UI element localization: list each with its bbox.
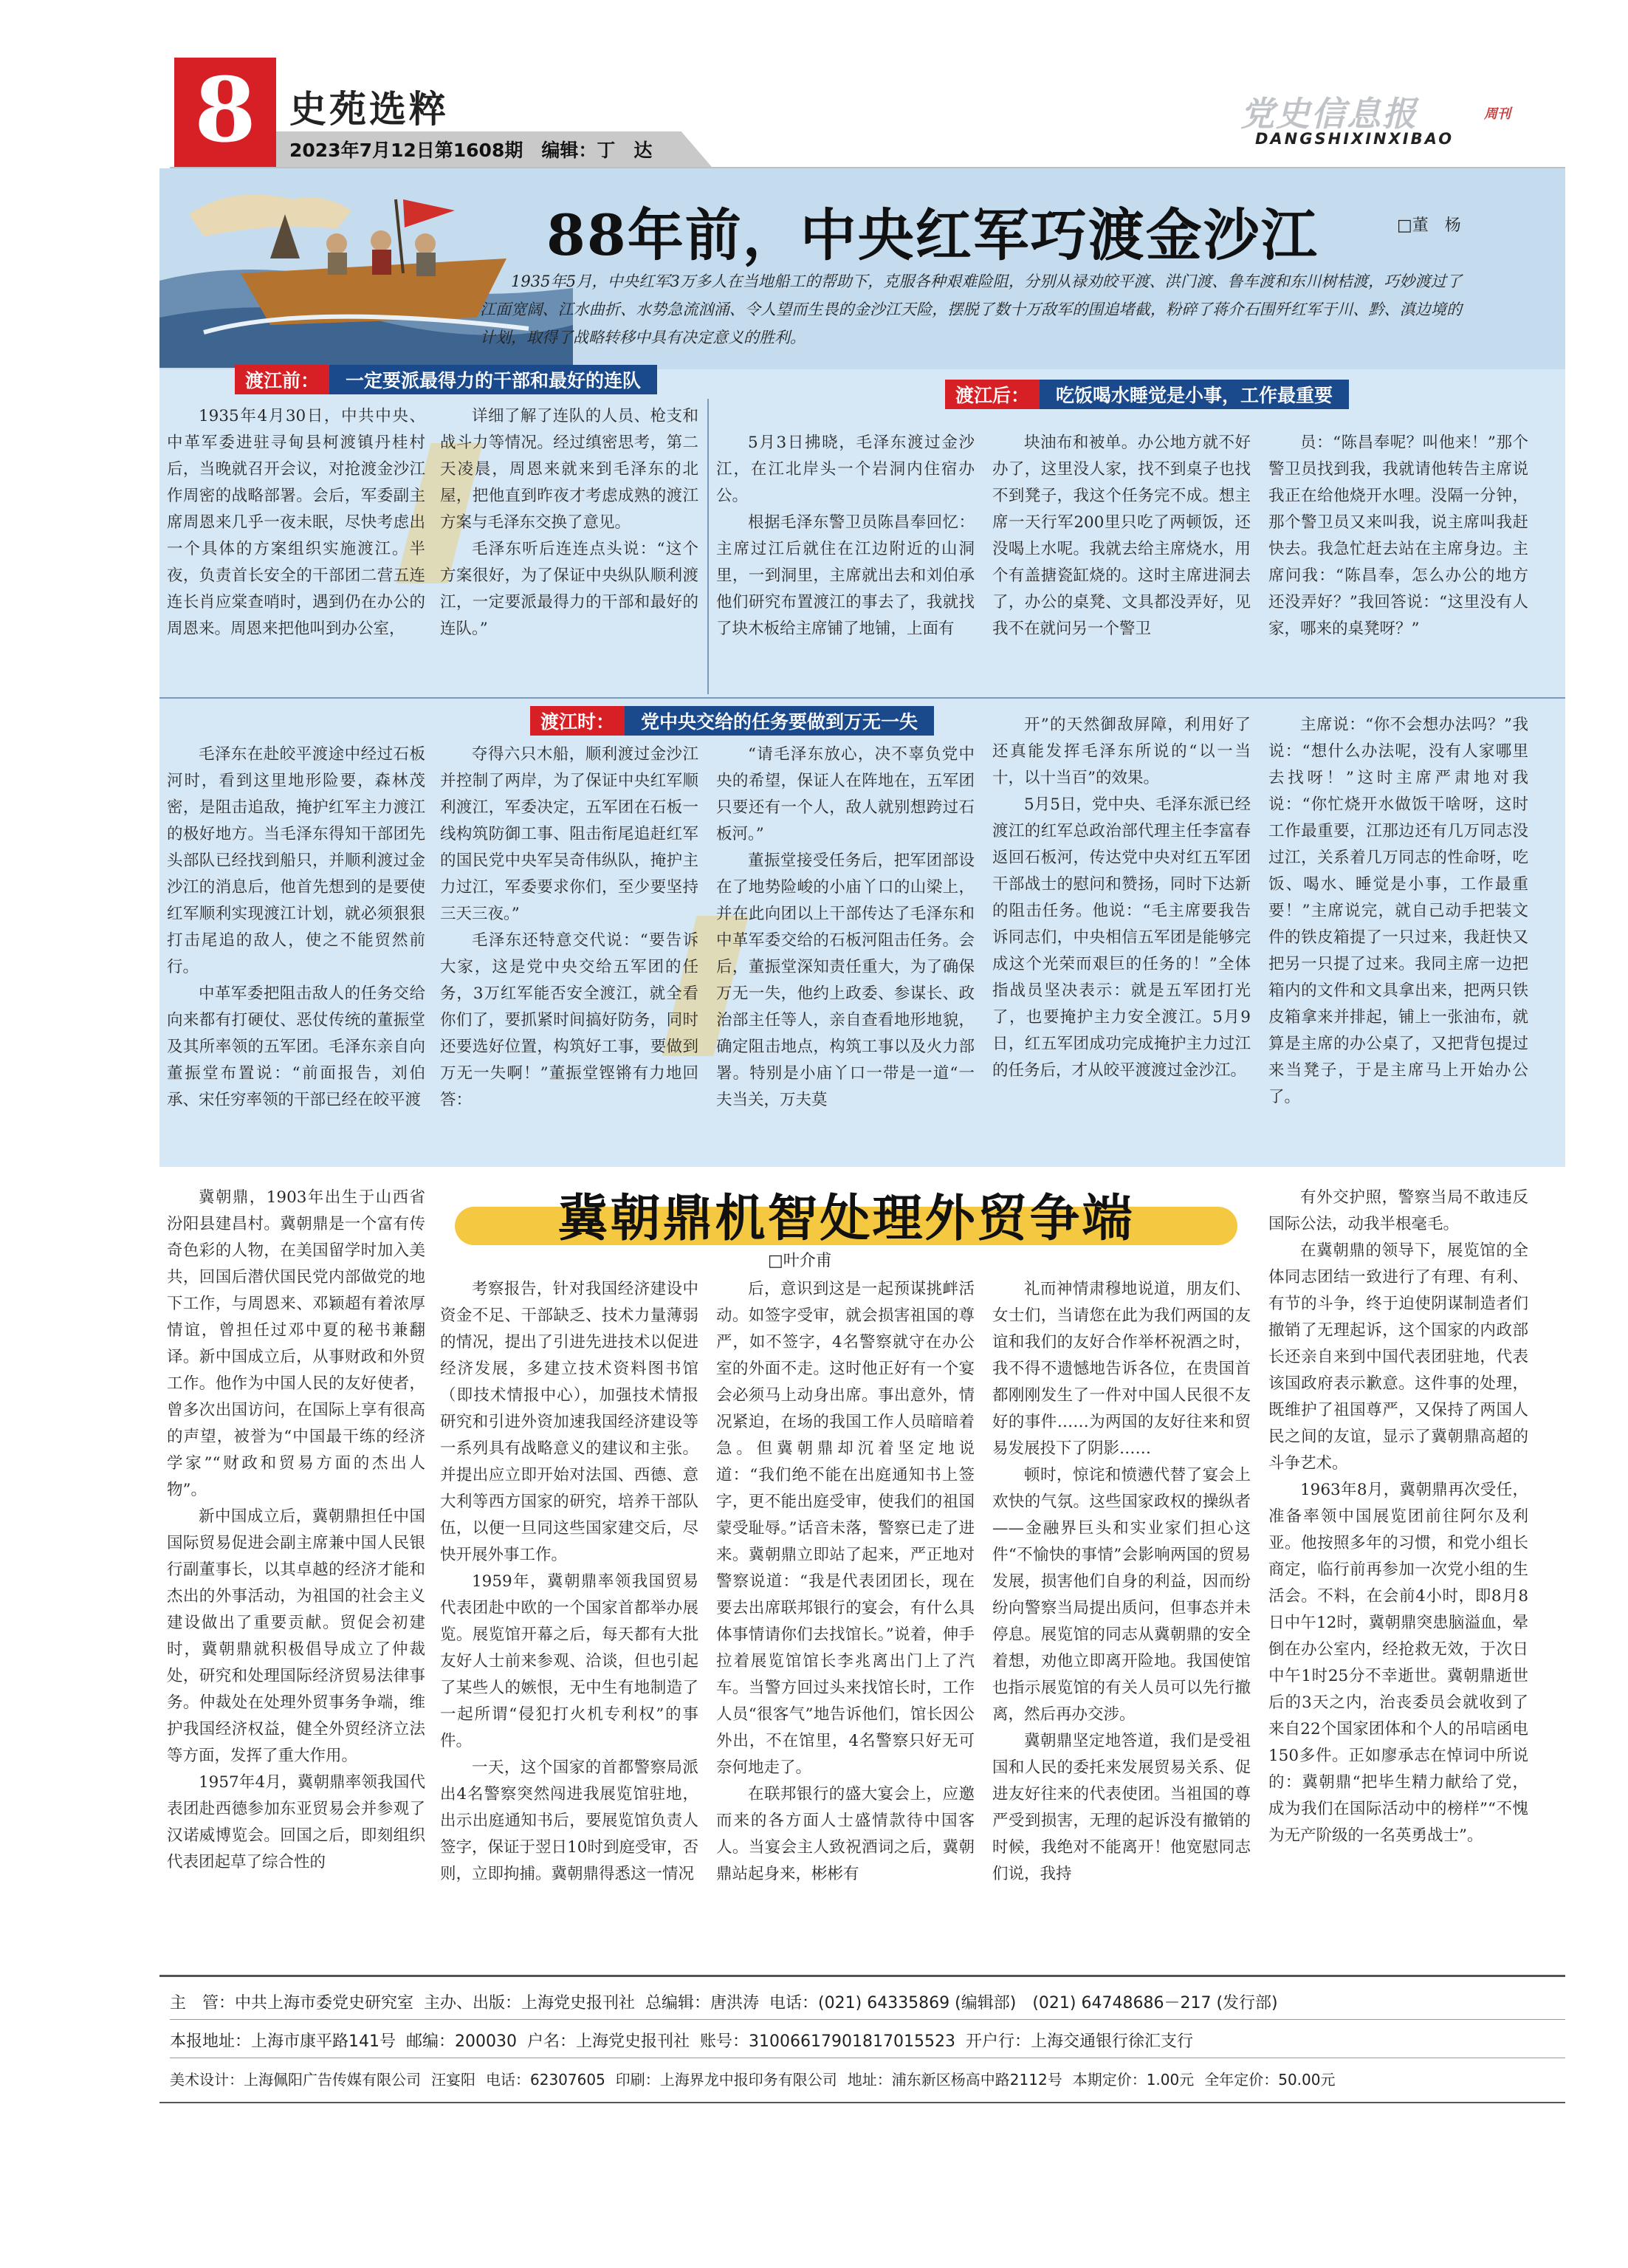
footer-field: 邮编：200030 [406,2032,517,2051]
paragraph: 冀朝鼎坚定地答道，我们是受祖国和人民的委托来发展贸易关系、促进友好往来的代表使团。当祖国的尊严受到损害，无理的起诉没有撤销的时候，我绝对不能离开！他宽慰同志们说，我持 [992,1732,1251,1883]
paragraph: 1959年，冀朝鼎率领我国贸易代表团赴中欧的一个国家首都举办展览。展览馆开幕之后，每天都有大批友好人士前来参观、洽谈，但也引起了某些人的嫉恨，无中生有地制造了一起所谓“侵犯打火机专利权”的事件。 [440,1572,698,1750]
col-text [167,1185,425,1876]
col-text [716,741,975,1114]
footer-field: 账号：31006617901817015523 [700,2032,955,2051]
section-heading-text: 一定要派最得力的干部和最好的连队 [329,365,657,394]
col-text [992,1276,1251,1888]
section-tag: 渡江前： [235,365,329,394]
section-heading-text: 党中央交给的任务要做到万无一失 [625,706,934,736]
paragraph: 员：“陈昌奉呢？叫他来！”那个警卫员找到我，我就请他转告主席说我正在给他烧开水哩。没隔一分钟，那个警卫员又来叫我，说主席叫我赶快去。我急忙赶去站在主席身边。主席问我：“陈昌奉，怎么办公的地方还没弄好？”我回答说：“这里没有人家，哪来的桌凳呀？” [1268,434,1528,638]
article1-col-10 [1268,712,1528,1162]
paragraph: 1957年4月，冀朝鼎率领我国代表团赴西德参加东亚贸易会并参观了汉诺威博览会。回国之后，即刻组织代表团起草了综合性的 [167,1773,425,1871]
paragraph: 中革军委把阻击敌人的任务交给向来都有打硬仗、恶仗传统的董振堂及其所率领的五军团。毛泽东亲自向董振堂布置说：“前面报告，刘伯承、宋任穷率领的干部已经在皎平渡 [167,984,425,1109]
paragraph: 有外交护照，警察当局不敢违反国际公法，动我半根毫毛。 [1268,1188,1528,1233]
col-text [440,741,698,1114]
footer-field: 美术设计：上海佩阳广告传媒有限公司 [170,2070,421,2089]
issue-line: 2023年7月12日第1608期 编辑：丁 达 [289,140,653,161]
footer-field: 电话：(021) 64335869 (编辑部) (021) 64748686－217 (发行部) [769,1993,1278,2012]
footer-field: 开户行：上海交通银行徐汇支行 [965,2032,1193,2051]
section-tag: 渡江后： [945,380,1040,409]
section-heading-before-crossing [235,365,657,394]
article1-intro: 1935年5月，中央红军3万多人在当地船工的帮助下，克服各种艰难险阻，分别从禄劝皎平渡、洪门渡、鲁车渡和东川树桔渡，巧妙渡过了江面宽阔、江水曲折、水势急流汹涌、令人望而生畏的金沙江天险，摆脱了数十万敌军的围追堵截，粉碎了蒋介石围歼红军于川、黔、滇边境的计划，取得了战略转移中具有决定意义的胜利。 [480,273,1462,346]
paragraph: 礼而神情肃穆地说道，朋友们、女士们，当请您在此为我们两国的友谊和我们的友好合作举杯祝酒之时，我不得不遗憾地告诉各位，在贵国首都刚刚发生了一件对中国人民很不友好的事件……为两国的友好往来和贸易发展投下了阴影…… [992,1280,1251,1458]
paragraph: 毛泽东在赴皎平渡途中经过石板河时，看到这里地形险要，森林茂密，是阻击追敌，掩护红军主力渡江的极好地方。当毛泽东得知干部团先头部队已经找到船只，并顺利渡过金沙江的消息后，他首先想到的是要使红军顺利实现渡江计划，就必须狠狠打击尾追的敌人，使之不能贸然前行。 [167,745,425,976]
col-text [716,430,975,643]
paragraph: 后，意识到这是一起预谋挑衅活动。如签字受审，就会损害祖国的尊严，如不签字，4名警察就守在办公室的外面不走。这时他正好有一个宴会必须马上动身出席。事出意外，情况紧迫，在场的我国工作人员暗暗着急。但冀朝鼎却沉着坚定地说道：“我们绝不能在出庭通知书上签字，更不能出庭受审，使我们的祖国蒙受耻辱。”话音未落，警察已走了进来。冀朝鼎立即站了起来，严正地对警察说道：“我是代表团团长，现在要去出席联邦银行的宴会，有什么具体事情请你们去找馆长。”说着，伸手拉着展览馆馆长李兆离出门上了汽车。当警方回过头来找馆长时，工作人员“很客气”地告诉他们，馆长因公外出，不在馆里，4名警察只好无可奈何地走了。 [716,1280,975,1777]
paragraph: 冀朝鼎，1903年出生于山西省汾阳县建昌村。冀朝鼎是一个富有传奇色彩的人物，在美国留学时加入美共，回国后潜伏国民党内部做党的地下工作，与周恩来、邓颖超有着浓厚情谊，曾担任过邓中夏的秘书兼翻译。新中国成立后，从事财政和外贸工作。他作为中国人民的友好使者，曾多次出国访问，在国际上享有很高的声望，被誉为“中国最干练的经济学家”“财政和贸易方面的杰出人物”。 [167,1188,425,1499]
footer-field: 户名：上海党史报刊社 [526,2032,690,2051]
masthead-pinyin: DANGSHIXINXIBAO [1255,130,1454,148]
footer-rule-bottom [159,2102,1565,2103]
footer-field: 本期定价：1.00元 [1072,2070,1195,2089]
article1-col-4 [992,430,1251,691]
paragraph: 1935年4月30日，中共中央、中革军委进驻寻甸县柯渡镇丹桂村后，当晚就召开会议，对抢渡金沙江作周密的战略部署。会后，军委副主席周恩来几乎一夜未眠，尽快考虑出一个具体的方案组织实施渡江。半夜，负责首长安全的干部团二营五连连长肖应棠查哨时，遇到仍在办公的周恩来。周恩来把他叫到办公室， [167,407,425,638]
article1-col-1 [167,403,425,691]
article1-author: □董 杨 [1397,216,1461,235]
article1-col-9 [992,712,1251,1162]
paragraph: 董振堂接受任务后，把军团部设在了地势险峻的小庙丫口的山梁上，并在此向团以上干部传达了毛泽东和中革军委交给的石板河阻击任务。会后，董振堂深知责任重大，为了确保万无一失，他约上政委、参谋长、政治部主任等人，亲自查看地形地貌，确定阻击地点，构筑工事以及火力部署。特别是小庙丫口一带是一道“一夫当关，万夫莫 [716,852,975,1109]
footer-field: 主办、出版：上海党史报刊社 [424,1993,636,2012]
paragraph: 一天，这个国家的首都警察局派出4名警察突然闯进我展览馆驻地，出示出庭通知书后，要展览馆负责人签字，保证于翌日10时到庭受审，否则，立即拘捕。冀朝鼎得悉这一情况 [440,1758,698,1883]
col-text [167,741,425,1114]
footer-line-2 [170,2025,1565,2055]
article2-author: □叶介甫 [768,1252,832,1270]
article2-col-3 [716,1276,975,1960]
footer-field: 主 管：中共上海市委党史研究室 [170,1993,414,2012]
article1-col-2 [440,403,698,691]
footer-rule [170,2019,1565,2020]
paragraph: 毛泽东还特意交代说：“要告诉大家，这是党中央交给五军团的任务，3万红军能否安全渡江，就全看你们了，要抓紧时间搞好防务，同时还要选好位置，构筑好工事，要做到万无一失啊！”董振堂铿锵有力地回答： [440,931,698,1109]
article2-col-5 [1268,1185,1528,1960]
horizontal-divider [159,697,1565,699]
article2-title: 冀朝鼎机智处理外贸争端 [557,1189,1135,1248]
section-tag: 渡江时： [530,706,625,736]
footer-field: 地址：浦东新区杨高中路2112号 [847,2070,1062,2089]
col-text [992,430,1251,643]
column-divider [707,399,709,694]
article2-col-1 [167,1185,425,1960]
footer-line-3 [170,2063,1565,2093]
footer-line-1 [170,1987,1565,2016]
col-text [440,1276,698,1888]
article1-col-6 [167,741,425,1162]
footer-field: 印刷：上海界龙中报印务有限公司 [615,2070,837,2089]
paragraph: 主席说：“你不会想办法吗？”我说：“想什么办法呢，没有人家哪里去找呀！”这时主席严肃地对我说：“你忙烧开水做饭干啥呀，这时工作最重要，江那边还有几万同志没过江，关系着几万同志的性命呀，吃饭、喝水、睡觉是小事，工作最重要！”主席说完，就自己动手把装文件的铁皮箱提了一只过来，我赶快又把另一只提了过来。我同主席一边把箱内的文件和文具拿出来，把两只铁皮箱拿来并排起，铺上一张油布，就算是主席的办公桌了，又把背包提过来当凳子，于是主席马上开始办公了。 [1268,716,1528,1106]
section-title: 史苑选粹 [289,88,449,131]
col-text [716,1276,975,1888]
paragraph: 毛泽东听后连连点头说：“这个方案很好，为了保证中央纵队顺利渡江，一定要派最得力的干部和最好的连队。” [440,540,698,638]
masthead-sub: 周刊 [1484,106,1511,122]
paragraph: 1963年8月，冀朝鼎再次受任，准备率领中国展览团前往阿尔及利亚。他按照多年的习惯，和党小组长商定，临行前再参加一次党小组的生活会。不料，在会前4小时，即8月8日中午12时，冀朝鼎突患脑溢血，晕倒在办公室内，经抢救无效，于次日中午1时25分不幸逝世。冀朝鼎逝世后的3天之内，治丧委员会就收到了来自22个国家团体和个人的吊唁函电150多件。正如廖承志在悼词中所说的：冀朝鼎“把毕生精力献给了党，成为我们在国际活动中的榜样”“不愧为无产阶级的一名英勇战士”。 [1268,1481,1528,1845]
paragraph: 在冀朝鼎的领导下，展览馆的全体同志团结一致进行了有理、有利、有节的斗争，终于迫使阴谋制造者们撤销了无理起诉，这个国家的内政部长还亲自来到中国代表团驻地，代表该国政府表示歉意。这件事的处理，既维护了祖国尊严，又保持了两国人民之间的友谊，显示了冀朝鼎高超的斗争艺术。 [1268,1241,1528,1473]
paragraph: 块油布和被单。办公地方就不好办了，这里没人家，找不到桌子也找不到凳子，我这个任务完不成。想主席一天行军200里只吃了两顿饭，还没喝上水呢。我就去给主席烧水，用个有盖搪瓷缸烧的。这时主席进洞去了，办公的桌凳、文具都没弄好，见我不在就问另一个警卫 [992,434,1251,638]
section-heading-after-crossing [945,380,1349,409]
footer-field: 电话：62307605 [486,2070,605,2089]
article2-col-4 [992,1276,1251,1960]
col-text [1268,1185,1528,1849]
paragraph: 顿时，惊诧和愤懑代替了宴会上欢快的气氛。这些国家政权的操纵者——金融界巨头和实业家们担心这件“不愉快的事情”会影响两国的贸易发展，损害他们自身的利益，因而纷纷向警察当局提出质问，但事态并未停息。展览馆的同志从冀朝鼎的安全着想，劝他立即离开险地。我国使馆也指示展览馆的有关人员可以先行撤离，然后再办交涉。 [992,1466,1251,1724]
footer-rule-top [159,1975,1565,1977]
paragraph: 开”的天然御敌屏障，利用好了还真能发挥毛泽东所说的“以一当十，以十当百”的效果。 [992,716,1251,787]
footer-field: 汪宴阳 [431,2070,475,2089]
paragraph: 夺得六只木船，顺利渡过金沙江并控制了两岸，为了保证中央红军顺利渡江，军委决定，五军团在石板一线构筑防御工事、阻击衔尾追赶红军的国民党中央军吴奇伟纵队，掩护主力过江，军委要求你们，至少要坚持三天三夜。” [440,745,698,923]
article1-title: 88年前，中央红军巧渡金沙江 [546,202,1319,268]
paragraph: “请毛泽东放心，决不辜负党中央的希望，保证人在阵地在，五军团只要还有一个人，敌人就别想跨过石板河。” [716,745,975,843]
paragraph: 新中国成立后，冀朝鼎担任中国国际贸易促进会副主席兼中国人民银行副董事长，以其卓越的经济才能和杰出的外事活动，为祖国的社会主义建设做出了重要贡献。贸促会初建时，冀朝鼎就积极倡导成立了仲裁处，研究和处理国际经济贸易法律事务。仲裁处在处理外贸事务争端，维护我国经济权益，健全外贸经济立法等方面，发挥了重大作用。 [167,1507,425,1765]
article2-col-2 [440,1276,698,1960]
col-text [992,712,1251,1084]
paragraph: 考察报告，针对我国经济建设中资金不足、干部缺乏、技术力量薄弱的情况，提出了引进先进技术以促进经济发展，多建立技术资料图书馆（即技术情报中心），加强技术情报研究和引进外资加速我国经济建设等一系列具有战略意义的建议和主张。并提出应立即开始对法国、西德、意大利等西方国家的研究，培养干部队伍，以便一旦同这些国家建交后，尽快开展外事工作。 [440,1280,698,1564]
article1-col-3 [716,430,975,691]
paragraph: 根据毛泽东警卫员陈昌奉回忆：主席过江后就住在江边附近的山洞里，一到洞里，主席就出去和刘伯承他们研究布置渡江的事去了，我就找了块木板给主席铺了地铺，上面有 [716,513,975,638]
section-heading-text: 吃饭喝水睡觉是小事，工作最重要 [1040,380,1349,409]
paragraph: 在联邦银行的盛大宴会上，应邀而来的各方面人士盛情款待中国客人。当宴会主人致祝酒词之后，冀朝鼎站起身来，彬彬有 [716,1785,975,1883]
col-text [1268,430,1528,643]
article1-col-5 [1268,430,1528,691]
masthead-logo: 党史信息报 [1240,94,1418,134]
article1-col-7 [440,741,698,1162]
paragraph: 5月5日，党中央、毛泽东派已经渡江的红军总政治部代理主任李富春返回石板河，传达党中央对红五军团干部战士的慰问和赞扬，同时下达新的阻击任务。他说：“毛主席要我告诉同志们，中央相信五军团是能够完成这个光荣而艰巨的任务的！”全体指战员坚决表示：就是五军团打光了，也要掩护主力安全渡江。5月9日，红五军团成功完成掩护主力过江的任务后，才从皎平渡渡过金沙江。 [992,795,1251,1080]
col-text [167,403,425,643]
footer-field: 全年定价：50.00元 [1204,2070,1336,2089]
footer-field: 本报地址：上海市康平路141号 [170,2032,396,2051]
col-text [1268,712,1528,1111]
paragraph: 详细了解了连队的人员、枪支和战斗力等情况。经过缜密思考，第二天凌晨，周恩来就来到毛泽东的北屋，把他直到昨夜才考虑成熟的渡江方案与毛泽东交换了意见。 [440,407,698,532]
article1-col-8 [716,741,975,1162]
page-number: 8 [194,58,256,162]
footer-field: 总编辑：唐洪涛 [645,1993,760,2012]
col-text [440,403,698,643]
section-heading-during-crossing [530,706,934,736]
paragraph: 5月3日拂晓，毛泽东渡过金沙江，在江北岸头一个岩洞内住宿办公。 [716,434,975,505]
